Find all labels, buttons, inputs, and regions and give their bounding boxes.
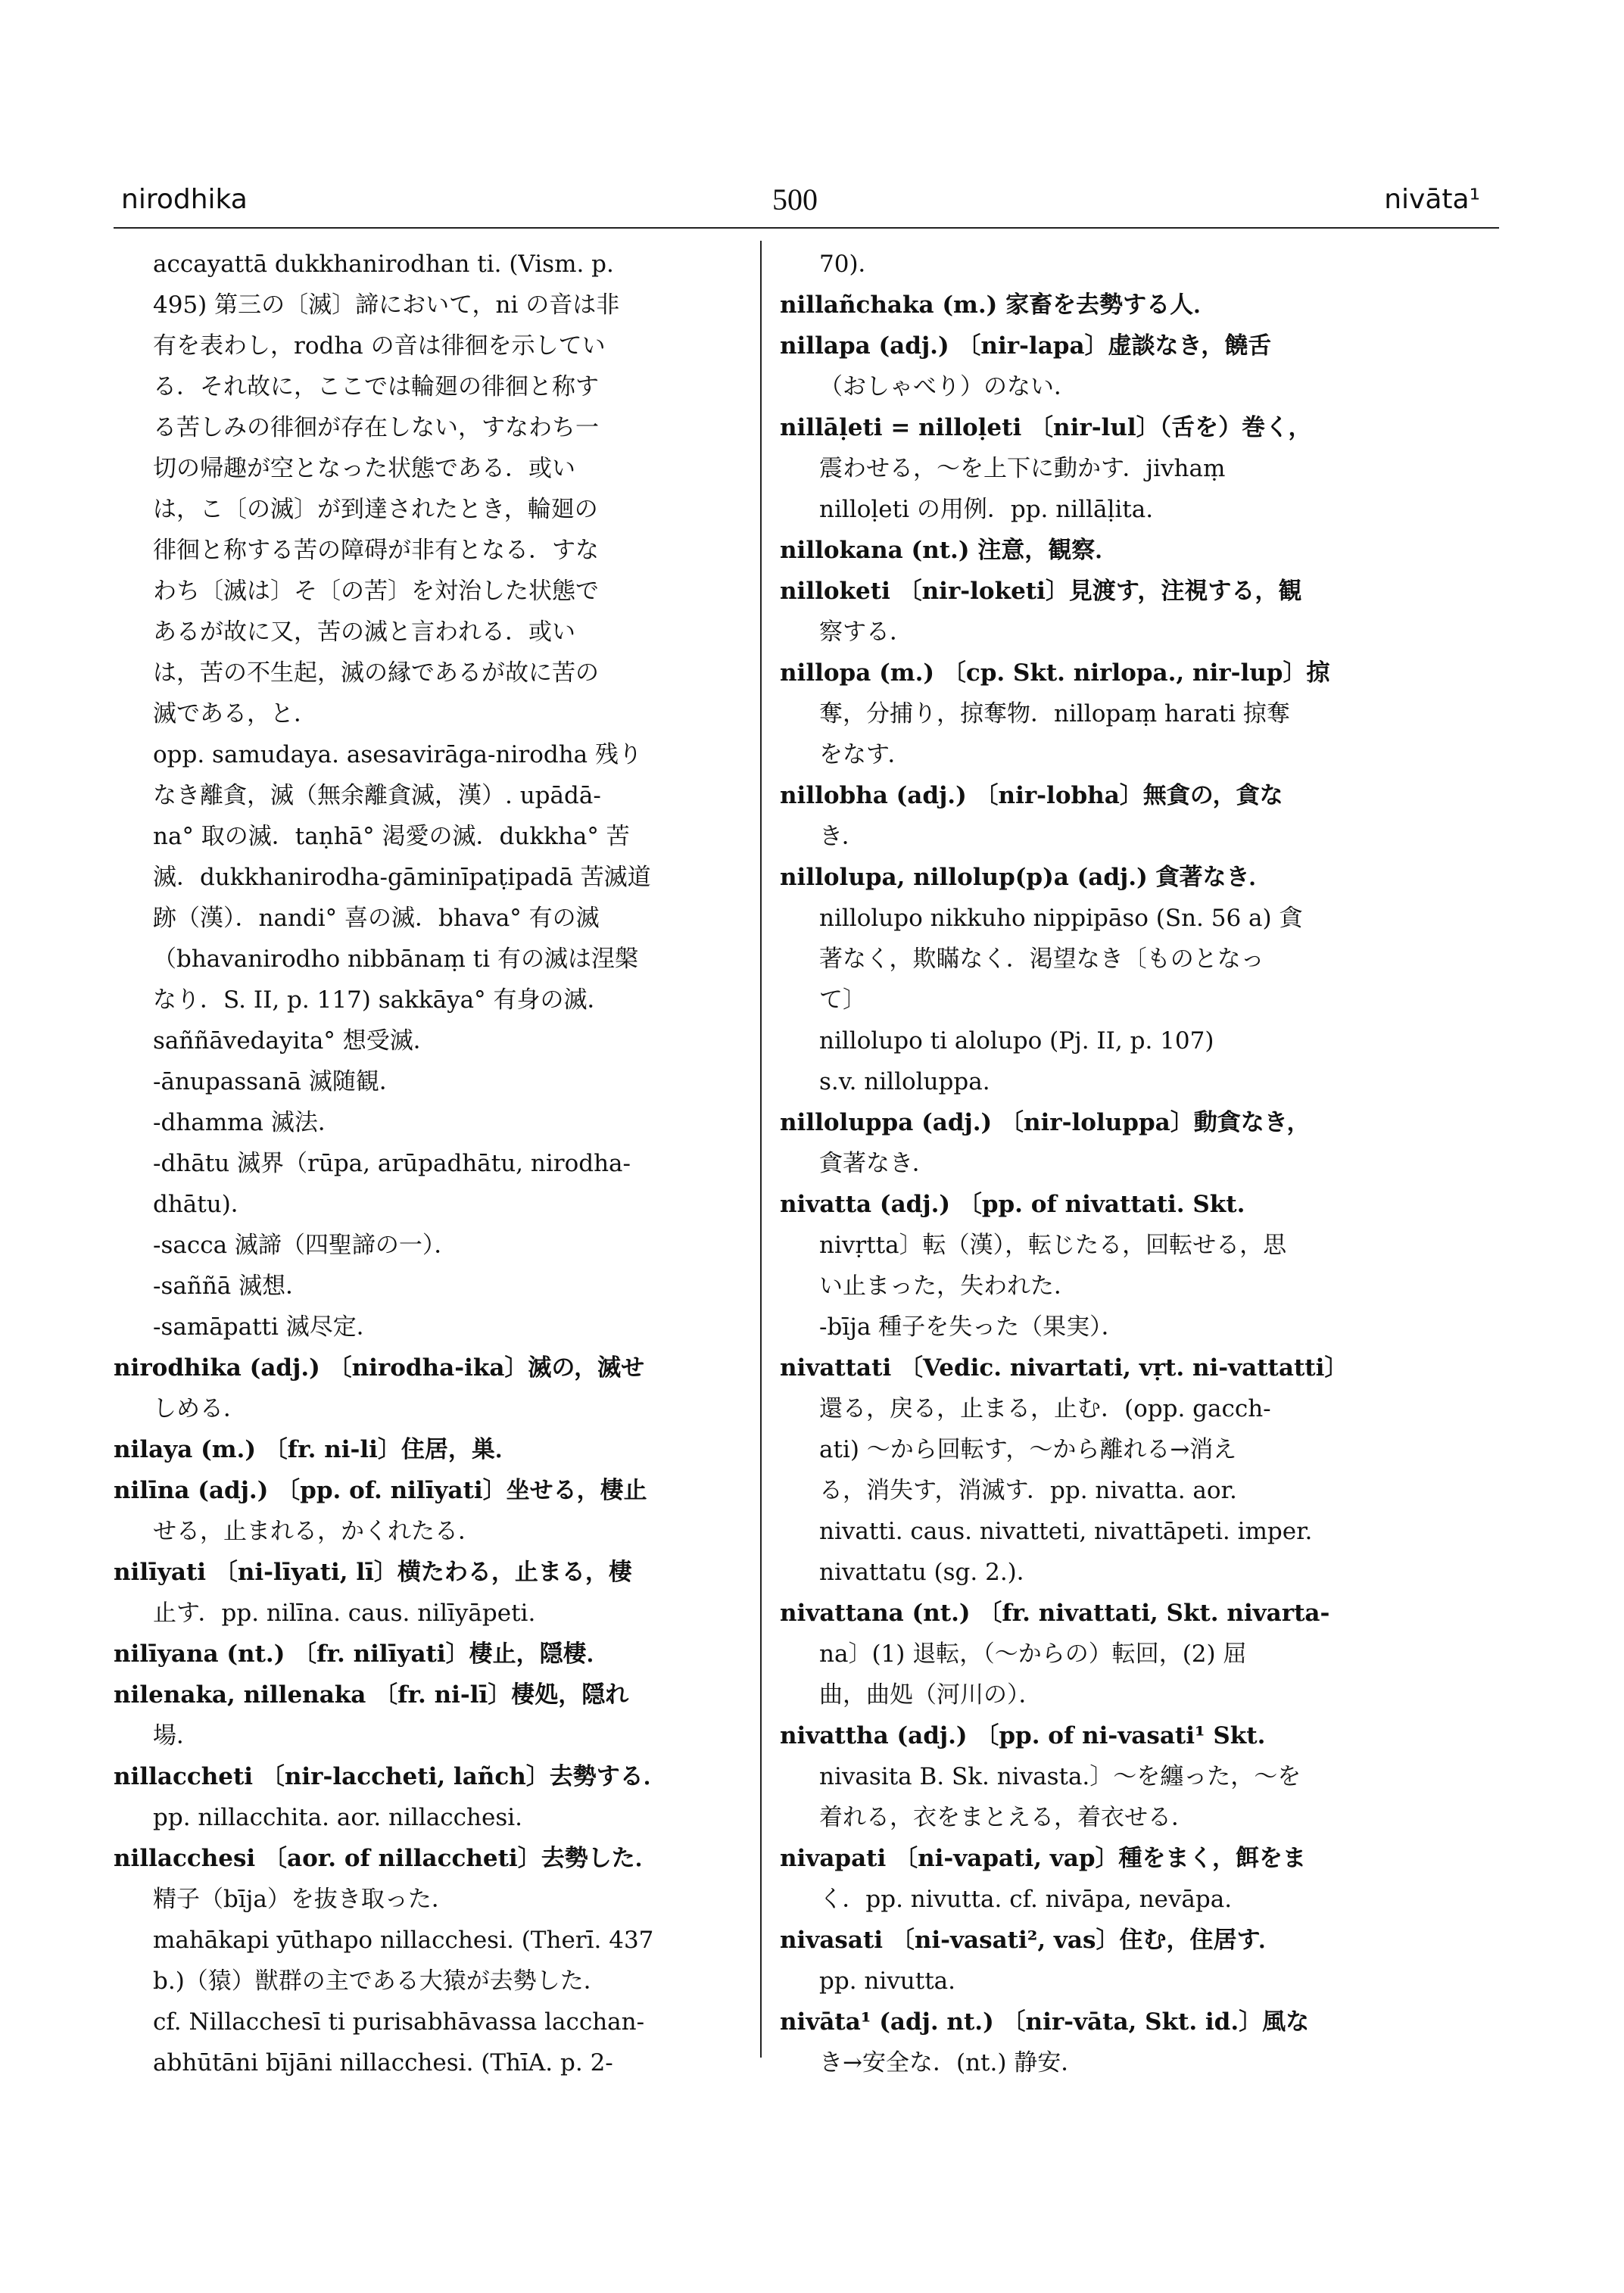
entry-headline: nilenaka, nillenaka 〔fr. ni-lī〕棲処，隠れ	[114, 1681, 629, 1709]
entry-line: nilloḷeti の用例．pp. nillāḷita.	[819, 496, 1154, 523]
entry-headline: nivapati 〔ni-vapati, vap〕種をまく，餌をま	[780, 1845, 1306, 1872]
entry-headline: nilloketi 〔nir-loketi〕見渡す，注視する，観	[780, 578, 1302, 605]
entry-line: わち〔滅は〕そ〔の苦〕を対治した状態で	[153, 578, 599, 605]
entry-line: 滅．dukkhanirodha-gāminīpaṭipadā 苦滅道	[153, 864, 651, 891]
entry-line: 止す．pp. nilīna. caus. nilīyāpeti.	[153, 1600, 536, 1627]
entry-line: s.v. nilloluppa.	[819, 1068, 990, 1095]
entry-line: -saññā 滅想．	[153, 1273, 310, 1300]
entry-line: （おしゃべり）のない．	[819, 373, 1077, 400]
entry-headline: nivattana (nt.) 〔fr. nivattati, Skt. nivarta-	[780, 1600, 1330, 1627]
entry-headline: nillañchaka (m.) 家畜を去勢する人．	[780, 291, 1217, 319]
entry-line: 察する．	[819, 618, 913, 646]
entry-headline: nilīyana (nt.) 〔fr. nilīyati〕棲止，隠棲．	[114, 1640, 610, 1668]
entry-headline: nillāḷeti = nilloḷeti 〔nir-lul〕（舌を）巻く，	[780, 414, 1312, 441]
entry-line: nivattatu (sg. 2.)．	[819, 1559, 1040, 1586]
entry-line: く．pp. nivutta. cf. nivāpa, nevāpa.	[819, 1886, 1233, 1913]
entry-line: abhūtāni bījāni nillacchesi. (ThīA. p. 2-	[153, 2049, 613, 2076]
entry-line: na〕(1) 退転，（～からの）転回，(2) 屈	[819, 1640, 1247, 1668]
entry-headline: nillacchesi 〔aor. of nillaccheti〕去勢した．	[114, 1845, 659, 1872]
entry-headline: nivasati 〔ni-vasati², vas〕住む，住居す．	[780, 1927, 1282, 1954]
entry-line: る．それ故に，ここでは輪廻の徘徊と称す	[153, 373, 599, 400]
entry-headline: nivattha (adj.) 〔pp. of ni-vasati¹ Skt.	[780, 1722, 1266, 1749]
entry-line: -sacca 滅諦（四聖諦の一）．	[153, 1232, 458, 1259]
entry-line: 奪，分捕り，掠奪物．nillopaṃ harati 掠奪	[819, 700, 1290, 727]
entry-line: 還る，戻る，止まる，止む．(opp. gacch-	[819, 1395, 1271, 1422]
entry-headline: nivāta¹ (adj. nt.) 〔nir-vāta, Skt. id.〕風な	[780, 2008, 1310, 2036]
entry-line: nivatti. caus. nivatteti, nivattāpeti. imper.	[819, 1518, 1313, 1545]
entry-line: をなす．	[819, 741, 912, 768]
entry-line: い止まった，失われた．	[819, 1273, 1077, 1300]
entry-line: nivṛtta〕転（漢），転じたる，回転せる，思	[819, 1232, 1287, 1259]
entry-headline: nillaccheti 〔nir-laccheti, lañch〕去勢する．	[114, 1763, 667, 1790]
entry-line: na° 取の滅．taṇhā° 渇愛の滅．dukkha° 苦	[153, 823, 630, 850]
entry-line: る苦しみの徘徊が存在しない，すなわち一	[153, 414, 599, 441]
entry-line: cf. Nillacchesī ti purisabhāvassa lacchan-	[153, 2008, 645, 2036]
entry-line: dhātu)．	[153, 1191, 254, 1218]
entry-line: なり．S. II, p. 117) sakkāya° 有身の滅．	[153, 986, 611, 1014]
entry-line: 震わせる，～を上下に動かす．jivhaṃ	[819, 455, 1226, 482]
entry-headline: nivattati 〔Vedic. nivartati, vṛt. ni-vattatti〕	[780, 1354, 1348, 1382]
entry-headline: nillokana (nt.) 注意，観察．	[780, 537, 1119, 564]
entry-line: き→安全な．(nt.) 静安．	[819, 2049, 1085, 2076]
entry-line: saññāvedayita° 想受滅．	[153, 1027, 437, 1055]
entry-line: nillolupo nikkuho nippipāso (Sn. 56 a) 貪	[819, 905, 1303, 932]
entry-line: opp. samudaya. asesavirāga-nirodha 残り	[153, 741, 643, 768]
running-head-right: nivāta¹	[1384, 184, 1480, 215]
header-rule	[114, 227, 1499, 229]
entry-headline: nilaya (m.) 〔fr. ni-li〕住居，巣．	[114, 1436, 519, 1463]
column-separator	[760, 241, 762, 2058]
running-head-left: nirodhika	[121, 184, 248, 215]
entry-line: accayattā dukkhanirodhan ti. (Vism. p.	[153, 251, 614, 278]
entry-line: -dhamma 滅法．	[153, 1109, 341, 1136]
entry-line: て〕	[819, 986, 866, 1014]
right-column	[780, 244, 1484, 2083]
entry-headline: nilīyati 〔ni-līyati, lī〕横たわる，止まる，棲	[114, 1559, 632, 1586]
entry-headline: nillopa (m.) 〔cp. Skt. nirlopa., nir-lup〕掠	[780, 659, 1330, 687]
entry-headline: nillapa (adj.) 〔nir-lapa〕虚談なき，饒舌	[780, 332, 1272, 360]
entry-line: 有を表わし，rodha の音は徘徊を示してい	[153, 332, 606, 360]
entry-line: 曲，曲処（河川の）．	[819, 1681, 1043, 1709]
entry-line: る，消失す，消滅す．pp. nivatta. aor.	[819, 1477, 1237, 1504]
entry-headline: nillobha (adj.) 〔nir-lobha〕無貪の，貪な	[780, 782, 1283, 809]
entry-line: -samāpatti 滅尽定．	[153, 1313, 380, 1341]
entry-line: 徘徊と称する苦の障碍が非有となる．すな	[153, 537, 599, 564]
page-number: 500	[772, 182, 818, 217]
entry-line: -bīja 種子を失った（果実）．	[819, 1313, 1125, 1341]
entry-headline: nilloluppa (adj.) 〔nir-loluppa〕動貪なき，	[780, 1109, 1311, 1136]
entry-line: あるが故に又，苦の滅と言われる．或い	[153, 618, 575, 646]
entry-line: pp. nillacchita. aor. nillacchesi.	[153, 1804, 523, 1831]
entry-line: nivasita B. Sk. nivasta.〕～を纏った，～を	[819, 1763, 1301, 1790]
entry-line: は，苦の不生起，滅の縁であるが故に苦の	[153, 659, 599, 687]
entry-line: 貪著なき．	[819, 1150, 936, 1177]
entry-line: 70)．	[819, 251, 882, 278]
entry-line: 場．	[153, 1722, 200, 1749]
entry-line: -ānupassanā 滅随観．	[153, 1068, 403, 1095]
entry-line: しめる．	[153, 1395, 247, 1422]
entry-line: mahākapi yūthapo nillacchesi. (Therī. 437	[153, 1927, 654, 1954]
entry-line: ati) ～から回転す，～から離れる→消え	[819, 1436, 1237, 1463]
entry-headline: nivatta (adj.) 〔pp. of nivattati. Skt.	[780, 1191, 1245, 1218]
entry-line: なき離貪，滅（無余離貪滅，漢）. upādā-	[153, 782, 601, 809]
entry-line: せる，止まれる，かくれたる．	[153, 1518, 482, 1545]
entry-line: 跡（漢）．nandi° 喜の滅．bhava° 有の滅	[153, 905, 600, 932]
entry-line: 495) 第三の〔滅〕諦において，ni の音は非	[153, 291, 620, 319]
entry-line: nillolupo ti alolupo (Pj. II, p. 107)	[819, 1027, 1214, 1055]
entry-line: 滅である，と．	[153, 700, 317, 727]
entry-headline: nillolupa, nillolup(p)a (adj.) 貪著なき．	[780, 864, 1273, 891]
entry-line: 精子（bīja）を抜き取った．	[153, 1886, 455, 1913]
entry-line: -dhātu 滅界（rūpa, arūpadhātu, nirodha-	[153, 1150, 631, 1177]
entry-line: （bhavanirodho nibbānaṃ ti 有の滅は涅槃	[153, 946, 638, 973]
entry-line: pp. nivutta.	[819, 1967, 956, 1995]
entry-headline: nilīna (adj.) 〔pp. of. nilīyati〕坐せる，棲止	[114, 1477, 647, 1504]
entry-line: 着れる，衣をまとえる，着衣せる．	[819, 1804, 1195, 1831]
entry-line: b.)（猿）獣群の主である大猿が去勢した．	[153, 1967, 607, 1995]
left-column	[114, 244, 733, 2083]
entry-line: は，こ〔の滅〕が到達されたとき，輪廻の	[153, 496, 598, 523]
entry-line: 著なく，欺瞞なく．渇望なき〔ものとなっ	[819, 946, 1264, 973]
entry-line: 切の帰趣が空となった状態である．或い	[153, 455, 575, 482]
entry-line: き．	[819, 823, 865, 850]
entry-headline: nirodhika (adj.) 〔nirodha-ika〕滅の，滅せ	[114, 1354, 645, 1382]
